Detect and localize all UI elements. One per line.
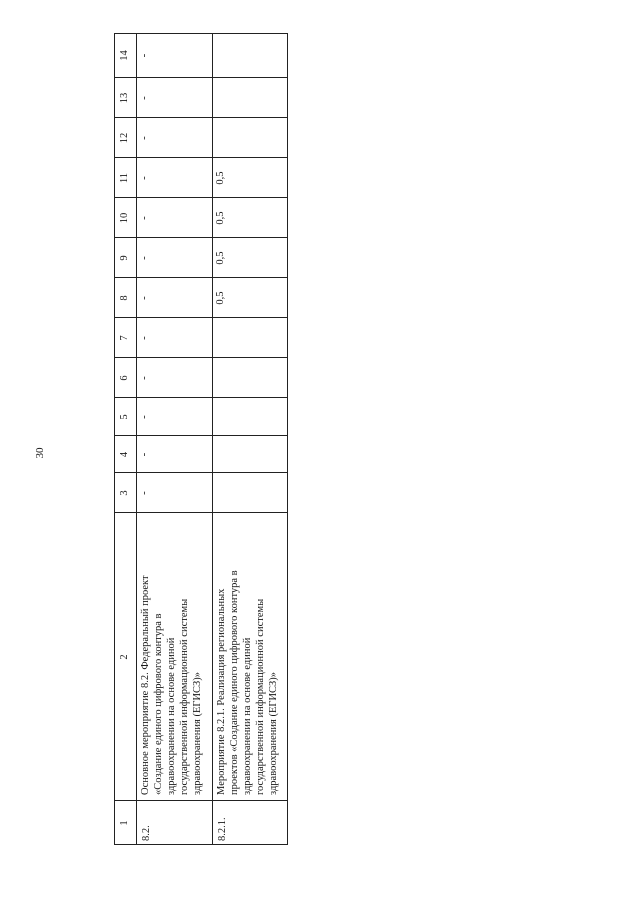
col-header-12: 12 [119,132,130,144]
col-header-10: 10 [119,212,130,224]
col-header-13: 13 [119,92,130,104]
row-1-desc-line: государственной информационной системы [179,598,190,795]
row-2-value-col8: 0,5 [215,291,226,305]
row-1-value-col13: - [138,96,150,100]
row-2-desc-line: Мероприятие 8.2.1. Реализация региональных [216,588,227,795]
col-header-7: 7 [119,335,130,341]
row-1-value-col10: - [138,216,150,220]
table-col-line [114,33,288,34]
row-1-desc-line: здравоохранения (ЕГИСЗ)» [192,671,203,795]
data-table [114,33,288,845]
row-1-value-col5: - [138,415,150,419]
row-1-value-col14: - [138,53,150,58]
row-1-value-col4: - [138,452,150,457]
table-header-divider [136,33,137,845]
table-rotated-wrapper [114,33,288,845]
row-1-number: 8.2. [141,825,152,841]
col-header-9: 9 [119,255,130,261]
row-2-desc-line: здравоохранения (ЕГИСЗ)» [268,671,279,795]
row-2-value-col10: 0,5 [215,211,226,225]
table-border-top [114,33,115,845]
table-col-line [114,512,288,513]
row-1-value-col6: - [138,376,150,380]
col-header-8: 8 [119,295,130,301]
table-col-line [114,77,288,78]
col-header-14: 14 [119,50,130,61]
table-col-line [114,397,288,398]
col-header-4: 4 [119,451,130,458]
row-2-desc-line: проектов «Создание единого цифрового контура в [229,570,240,795]
row-1-value-col9: - [138,256,150,260]
row-2-value-col11: 0,5 [215,171,226,185]
page-number: 30 [34,447,46,459]
col-header-11: 11 [119,172,130,184]
col-header-2: 2 [119,654,130,660]
table-col-line [114,800,288,801]
row-1-desc-line: Основное мероприятие 8.2. Федеральный проект [140,575,151,795]
col-header-5: 5 [119,414,130,420]
row-1-desc-line: здравоохранении на основе единой [166,637,177,795]
row-2-value-col9: 0,5 [215,251,226,265]
col-header-3: 3 [119,490,130,496]
row-1-value-col3: - [138,491,150,495]
table-col-line [114,357,288,358]
row-1-desc-line: «Создание единого цифрового контура в [153,613,164,795]
table-col-line [114,237,288,238]
table-col-line [114,277,288,278]
table-col-line [114,844,288,845]
row-2-desc-line: здравоохранении на основе единой [242,637,253,795]
table-col-line [114,117,288,118]
row-1-value-col8: - [138,296,150,300]
col-header-6: 6 [119,375,130,381]
row-2-description [212,513,288,801]
table-col-line [114,197,288,198]
row-2-desc-line: государственной информационной системы [255,598,266,795]
table-col-line [114,435,288,436]
row-1-value-col7: - [138,336,150,340]
row-1-value-col11: - [138,176,150,180]
row-1-description [136,513,212,801]
row-1-value-col12: - [138,136,150,140]
table-border-bottom [287,33,288,845]
table-col-line [114,472,288,473]
table-col-line [114,157,288,158]
row-2-number: 8.2.1. [217,817,228,841]
col-header-1: 1 [119,820,130,826]
table-col-line [114,317,288,318]
table-row-divider [212,33,213,845]
